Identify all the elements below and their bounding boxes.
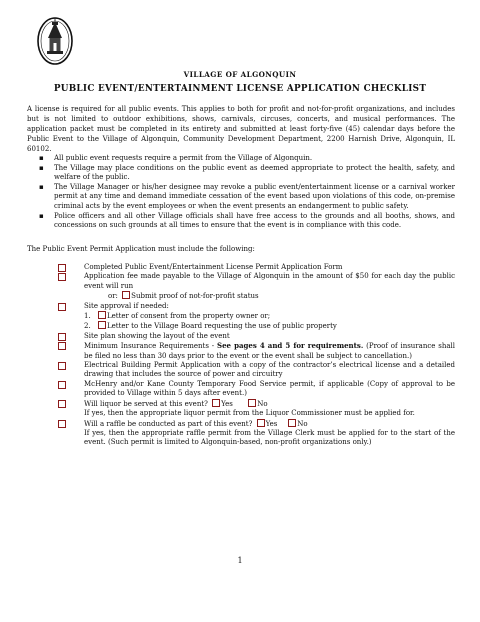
yes-checkbox[interactable] <box>212 399 220 407</box>
checklist-item-label: Minimum Insurance Requirements - <box>84 342 218 351</box>
checkbox[interactable] <box>58 333 66 341</box>
checklist-item-label: Will a raffle be conducted as part of this event? <box>84 419 253 428</box>
sub-option-label: Letter to the Village Board requesting the use of public property <box>107 322 337 331</box>
checklist-item <box>27 332 455 341</box>
insurance-emphasis: See pages 4 and 5 for requirements. <box>217 341 364 351</box>
checklist-item-note: (Proof of insurance shall be filed no less than 30 days prior to the event or the event shall be subject to cancellation.) <box>84 342 456 360</box>
checklist-item-note: If yes, then the appropriate raffle permit from the Village Clerk must be applied for to the start of the event. (Such permit is limited to Algonquin-based, non-profit organizations only.) <box>84 428 455 447</box>
no-checkbox[interactable] <box>288 419 296 427</box>
yes-checkbox[interactable] <box>257 419 265 427</box>
page-number: 1 <box>237 556 243 565</box>
village-title: VILLAGE OF ALGONQUIN <box>183 70 297 79</box>
checkbox[interactable] <box>58 273 66 281</box>
checkbox[interactable] <box>122 291 130 299</box>
intro-paragraph: A license is required for all public events. This applies to both for profit and not-for-profit organizations, and includes but is not limited to outdoor exhibitions, shows, carnivals, circuses, concerts, and musical performances. The application packet must be completed in its entirety and submitted at least forty-five (45) calendar days before the Public Event to the Village of Algonquin, Community Development Department, 2200 Harnish Drive, Algonquin, IL 60102. <box>27 105 455 153</box>
checklist-item <box>27 380 455 399</box>
checklist-item <box>27 361 455 380</box>
checklist-item-label: Site plan showing the layout of the event <box>84 331 230 340</box>
checkbox[interactable] <box>58 362 66 370</box>
checklist-item-note: If yes, then the appropriate liquor permit from the Liquor Commissioner must be applied for. <box>84 409 415 418</box>
sub-option <box>84 311 455 321</box>
no-label: No <box>297 419 308 428</box>
checkbox[interactable] <box>58 420 66 428</box>
no-checkbox[interactable] <box>248 399 256 407</box>
checklist-item-label: Will liquor be served at this event? <box>84 399 208 408</box>
list-item: ▪ The Village may place conditions on the public event as deemed appropriate to protect the health, safety, and welfare of the public. <box>27 164 455 183</box>
no-label: No <box>257 399 268 408</box>
sub-option <box>84 291 455 301</box>
list-item: ▪ Police officers and all other Village officials shall have free access to the grounds and all booths, shows, and concessions on such grounds at all times to ensure that the event is in compliance with this code. <box>27 212 455 231</box>
checklist-item <box>27 263 455 272</box>
checklist-item <box>27 341 455 361</box>
list-item: ▪ The Village Manager or his/her designee may revoke a public event/entertainment license or a carnival worker permit at any time and demand immediate cessation of the event based upon violations of this code, on-premise criminal acts by the event employees or when the event presents an endangerment to public safety. <box>27 183 455 212</box>
list-item: ▪ All public event requests require a permit from the Village of Algonquin. <box>27 154 455 164</box>
sub-option-label: Letter of consent from the property owner or; <box>107 312 271 321</box>
checklist-item-label: Electrical Building Permit Application with a copy of the contractor’s electrical license and a detailed drawing that includes the source of power and circuitry <box>84 361 455 379</box>
checklist-item <box>27 302 455 332</box>
sub-option <box>84 321 455 331</box>
yes-label: Yes <box>221 399 233 408</box>
checklist-item-label: McHenry and/or Kane County Temporary Food Service permit, if applicable (Copy of approval to be provided to Village within 5 days after event.) <box>84 379 455 398</box>
sub-number: 2. <box>84 322 91 331</box>
checklist-heading: The Public Event Permit Application must include the following: <box>27 245 255 253</box>
checkbox[interactable] <box>58 381 66 389</box>
checkbox[interactable] <box>58 303 66 311</box>
checklist <box>27 263 455 448</box>
checklist-item-label: Completed Public Event/Entertainment License Permit Application Form <box>84 263 343 271</box>
or-label: or: <box>108 292 118 301</box>
checkbox[interactable] <box>58 400 66 408</box>
checklist-item-label: Application fee made payable to the Village of Algonquin in the amount of $50 for each day the public event will run <box>84 272 455 290</box>
checkbox[interactable] <box>58 264 66 272</box>
checklist-item <box>27 399 455 419</box>
page-title: PUBLIC EVENT/ENTERTAINMENT LICENSE APPLICATION CHECKLIST <box>53 84 427 94</box>
checkbox[interactable] <box>98 321 106 329</box>
checklist-item <box>27 419 455 448</box>
checkbox[interactable] <box>98 311 106 319</box>
village-seal-icon <box>36 16 74 66</box>
rules-list <box>27 154 455 231</box>
yes-label: Yes <box>265 419 278 428</box>
sub-number: 1. <box>84 312 91 321</box>
checkbox[interactable] <box>58 342 66 350</box>
checklist-item-label: Site approval if needed: <box>84 301 169 310</box>
checklist-item <box>27 272 455 301</box>
sub-option-label: Submit proof of not-for-profit status <box>131 292 259 301</box>
